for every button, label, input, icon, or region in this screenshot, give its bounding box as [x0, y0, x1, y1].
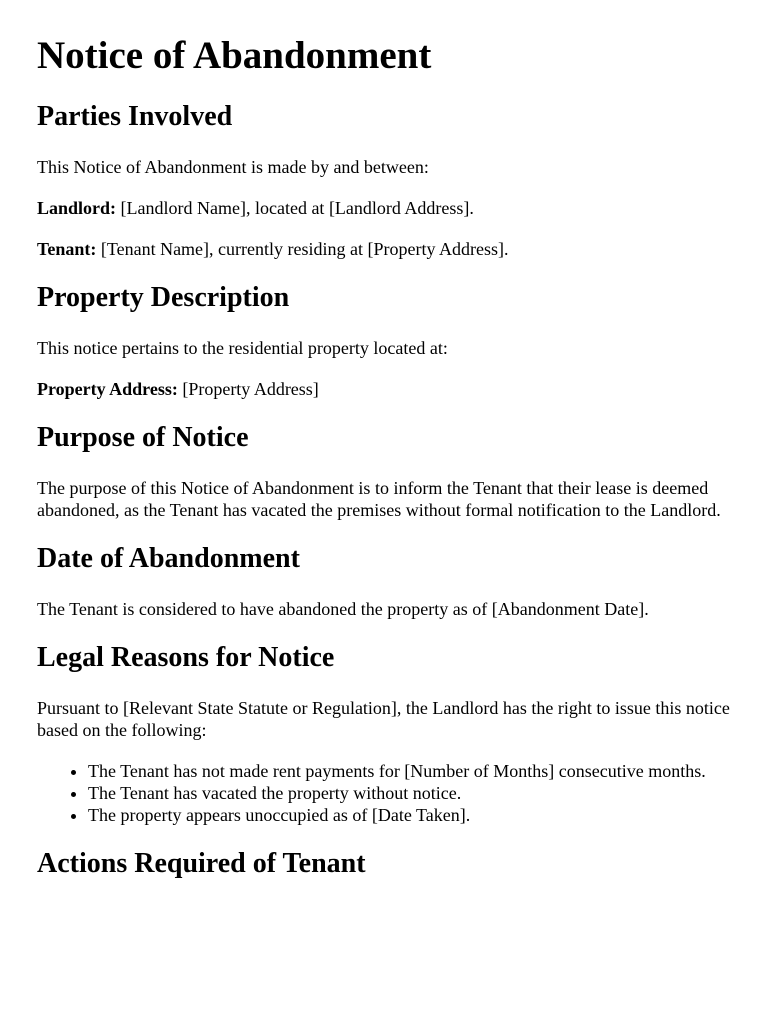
purpose-text: The purpose of this Notice of Abandonment is to inform the Tenant that their lease is deemed abandoned, as the Tenant has vacated the premises without formal notification to the Landlord. — [37, 478, 721, 520]
list-item: • The Tenant has not made rent payments for [Number of Months] consecutive months. — [88, 760, 734, 782]
section-heading-property: Property Description — [37, 282, 290, 313]
tenant-label: Tenant: — [37, 239, 97, 259]
document-title: Notice of Abandonment — [37, 34, 432, 77]
landlord-text: [Landlord Name], located at [Landlord Address]. — [116, 198, 474, 218]
list-item: • The Tenant has vacated the property without notice. — [88, 782, 734, 804]
section-heading-parties: Parties Involved — [37, 101, 233, 132]
legal-text: Pursuant to [Relevant State Statute or Regulation], the Landlord has the right to issue this notice based on the following: — [37, 698, 730, 740]
parties-intro: This Notice of Abandonment is made by and between: — [37, 157, 429, 177]
property-address-label: Property Address: — [37, 379, 178, 399]
date-text: The Tenant is considered to have abandoned the property as of [Abandonment Date]. — [37, 599, 649, 619]
tenant-text: [Tenant Name], currently residing at [Property Address]. — [96, 239, 509, 259]
landlord-line — [37, 197, 734, 219]
legal-reasons-list — [37, 760, 734, 826]
section-heading-actions: Actions Required of Tenant — [37, 848, 366, 879]
property-address-text: [Property Address] — [177, 379, 319, 399]
list-item: • The property appears unoccupied as of [Date Taken]. — [88, 804, 734, 826]
section-heading-legal: Legal Reasons for Notice — [37, 642, 335, 673]
section-heading-date: Date of Abandonment — [37, 543, 300, 574]
tenant-line — [37, 238, 734, 260]
landlord-label: Landlord: — [37, 198, 117, 218]
section-heading-purpose: Purpose of Notice — [37, 422, 249, 453]
property-address-line — [37, 378, 734, 400]
property-intro: This notice pertains to the residential property located at: — [37, 338, 448, 358]
